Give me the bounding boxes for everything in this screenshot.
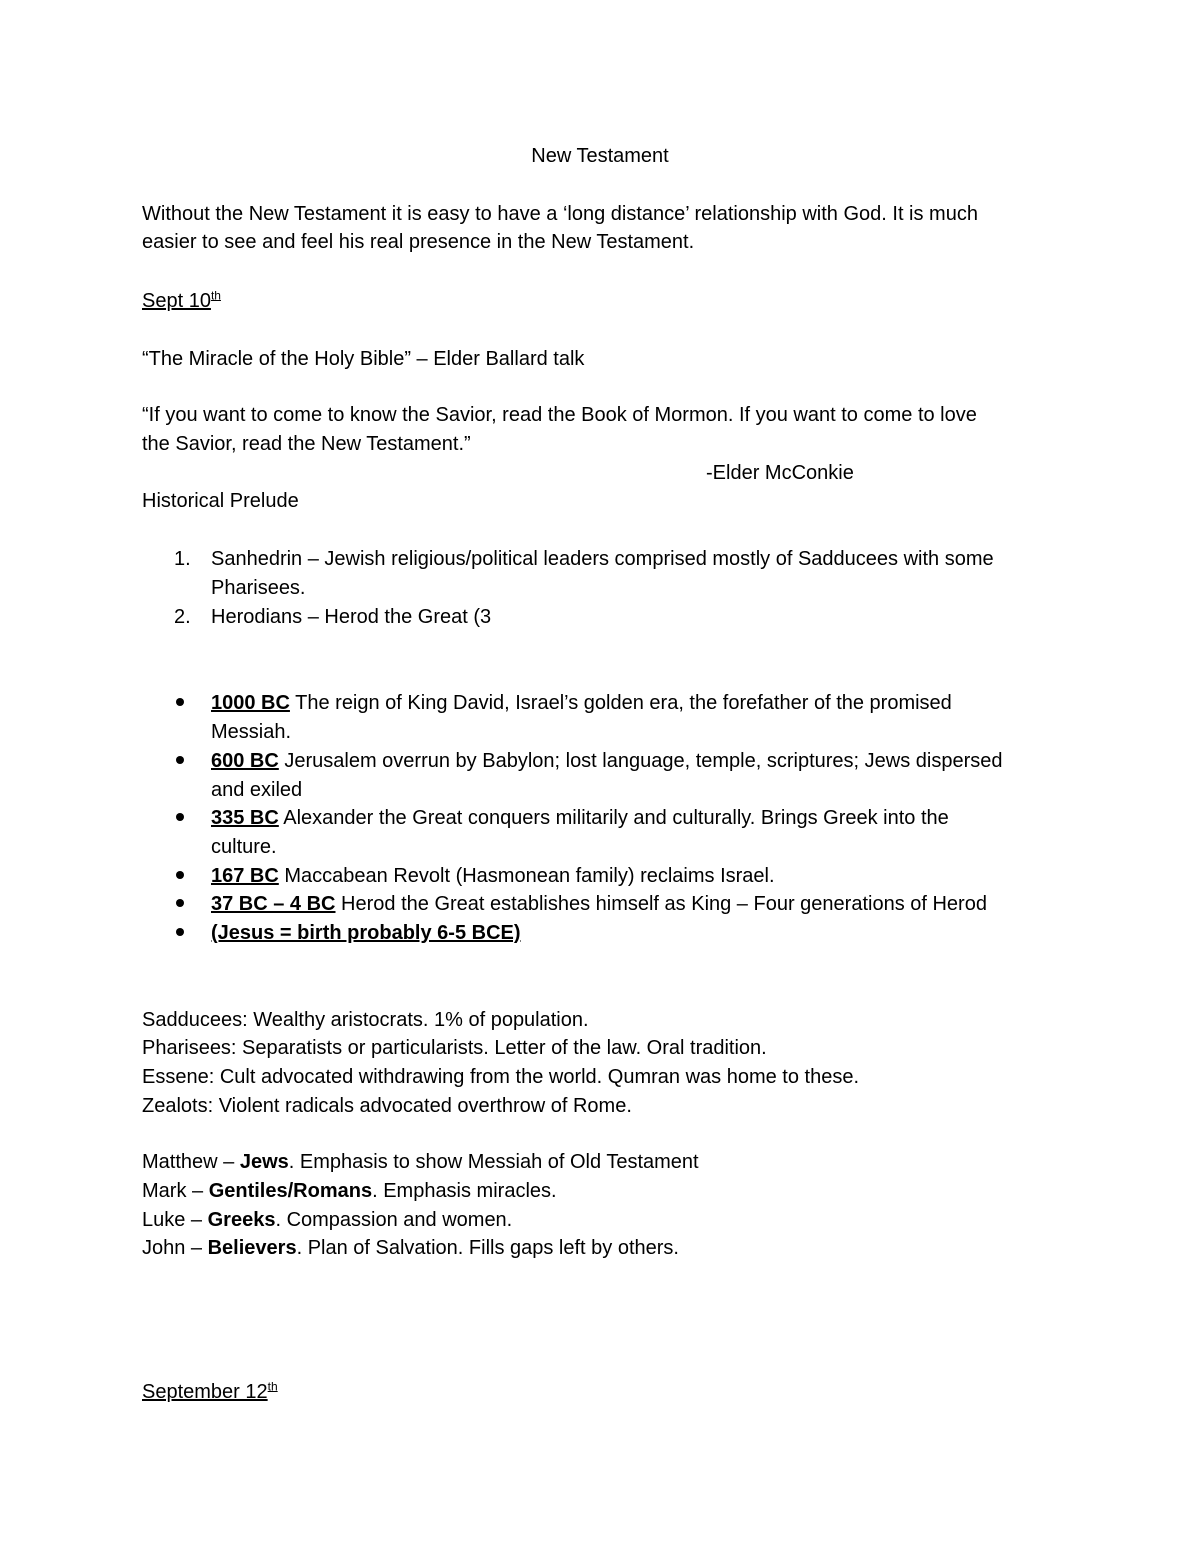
list-item-sanhedrin: Sanhedrin – Jewish religious/political leaders comprised mostly of Sadducees with some <box>211 548 994 570</box>
bullet-icon <box>176 813 184 821</box>
date-heading-sept-10 <box>142 287 221 315</box>
list-number: 1. <box>174 548 191 570</box>
date-heading-suffix: th <box>267 1379 278 1394</box>
date-heading-suffix: th <box>210 288 221 303</box>
timeline-item <box>211 804 949 832</box>
prelude-heading: Historical Prelude <box>142 490 299 512</box>
timeline-item-cont: and exiled <box>211 779 303 801</box>
gospel-luke <box>142 1206 512 1234</box>
timeline-text: Alexander the Great conquers militarily and culturally. Brings Greek into the <box>278 807 949 829</box>
bullet-icon <box>176 756 184 764</box>
list-item-sanhedrin-cont: Pharisees. <box>211 577 306 599</box>
gospel-audience: Gentiles/Romans <box>208 1180 373 1202</box>
timeline-date: 600 BC <box>211 750 279 772</box>
gospel-audience: Jews <box>239 1151 289 1173</box>
gospel-name: Mark – <box>142 1180 209 1202</box>
gospel-emphasis: . Plan of Salvation. Fills gaps left by others. <box>296 1237 679 1259</box>
sect-sadducees: Sadducees: Wealthy aristocrats. 1% of population. <box>142 1009 589 1031</box>
timeline-item <box>211 689 952 717</box>
timeline-date: 335 BC <box>211 807 279 829</box>
gospel-audience: Believers <box>207 1237 297 1259</box>
gospel-emphasis: . Compassion and women. <box>275 1209 513 1231</box>
list-item-herodians: Herodians – Herod the Great (3 <box>211 606 492 628</box>
bullet-icon <box>176 899 184 907</box>
timeline-item <box>211 919 521 947</box>
timeline-item-cont: Messiah. <box>211 721 292 743</box>
intro-line-2: easier to see and feel his real presence in the New Testament. <box>142 231 695 253</box>
timeline-text: The reign of King David, Israel’s golden era, the forefather of the promised <box>289 692 952 714</box>
timeline-text: Maccabean Revolt (Hasmonean family) reclaims Israel. <box>278 865 775 887</box>
gospel-emphasis: . Emphasis to show Messiah of Old Testament <box>288 1151 699 1173</box>
timeline-item <box>211 890 987 918</box>
timeline-item <box>211 747 1003 775</box>
timeline-date: 1000 BC <box>211 692 290 714</box>
timeline-item <box>211 862 775 890</box>
timeline-date: 37 BC – 4 BC <box>211 893 336 915</box>
date-heading-text: Sept 10 <box>142 290 211 312</box>
bullet-icon <box>176 698 184 706</box>
timeline-text: Jerusalem overrun by Babylon; lost language, temple, scriptures; Jews dispersed <box>278 750 1003 772</box>
gospel-matthew <box>142 1148 699 1176</box>
sect-essene: Essene: Cult advocated withdrawing from the world. Qumran was home to these. <box>142 1066 860 1088</box>
gospel-emphasis: . Emphasis miracles. <box>372 1180 557 1202</box>
timeline-item-cont: culture. <box>211 836 277 858</box>
gospel-name: John – <box>142 1237 208 1259</box>
gospel-mark <box>142 1177 557 1205</box>
sect-zealots: Zealots: Violent radicals advocated overthrow of Rome. <box>142 1095 632 1117</box>
quote-attribution: -Elder McConkie <box>706 462 854 484</box>
gospel-name: Luke – <box>142 1209 208 1231</box>
quote-line-2: the Savior, read the New Testament.” <box>142 433 471 455</box>
bullet-icon <box>176 928 184 936</box>
intro-line-1: Without the New Testament it is easy to have a ‘long distance’ relationship with God. It is much <box>142 203 978 225</box>
bullet-icon <box>176 871 184 879</box>
date-heading-september-12 <box>142 1378 278 1406</box>
quote-line-1: “If you want to come to know the Savior, read the Book of Mormon. If you want to come to love <box>142 404 977 426</box>
list-number: 2. <box>174 606 191 628</box>
document-title: New Testament <box>531 145 669 167</box>
gospel-name: Matthew – <box>142 1151 240 1173</box>
timeline-date: 167 BC <box>211 865 279 887</box>
date-heading-text: September 12 <box>142 1381 268 1403</box>
timeline-date: (Jesus = birth probably 6-5 BCE) <box>211 922 521 944</box>
gospel-audience: Greeks <box>207 1209 276 1231</box>
talk-reference: “The Miracle of the Holy Bible” – Elder Ballard talk <box>142 348 585 370</box>
sect-pharisees: Pharisees: Separatists or particularists. Letter of the law. Oral tradition. <box>142 1037 767 1059</box>
timeline-text: Herod the Great establishes himself as King – Four generations of Herod <box>335 893 987 915</box>
gospel-john <box>142 1234 679 1262</box>
